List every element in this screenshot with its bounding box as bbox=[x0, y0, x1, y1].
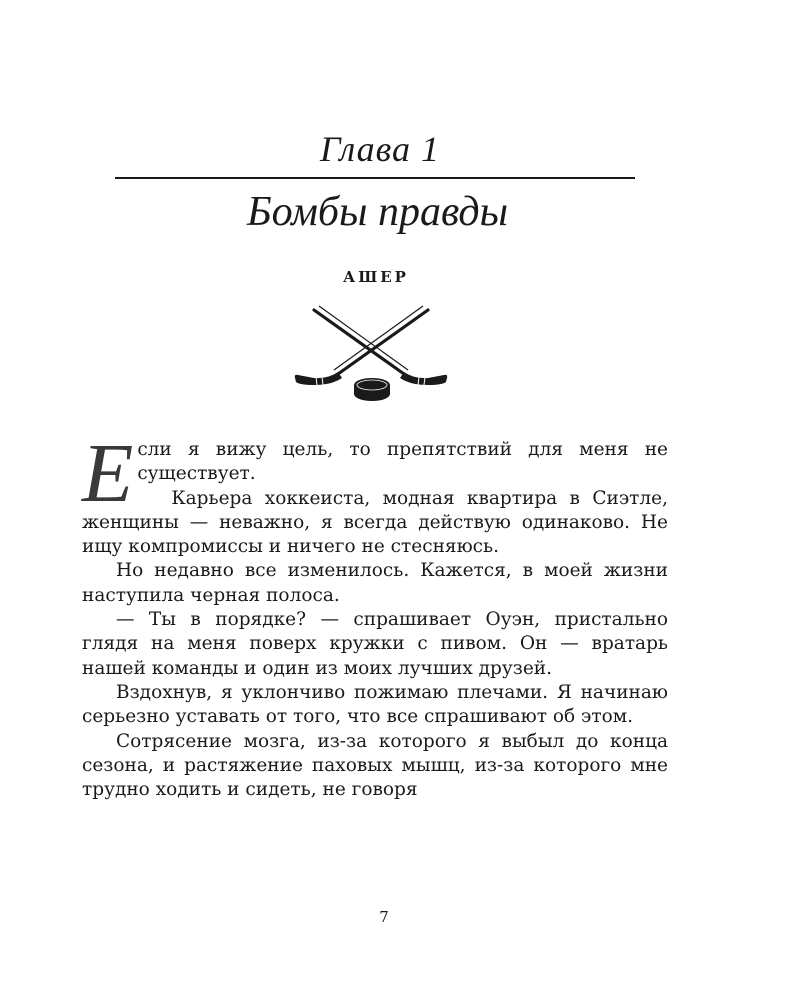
page-number: 7 bbox=[379, 908, 389, 926]
chapter-number: Глава 1 bbox=[319, 129, 441, 169]
hockey-sticks-puck-icon bbox=[292, 302, 454, 404]
drop-cap: Е bbox=[82, 427, 134, 520]
paragraph: Карьера хоккеиста, модная квартира в Сиэтле, женщины — неважно, я всегда действую одинаково. Не ищу компромиссы и ничего не стесняюсь. bbox=[82, 487, 668, 558]
paragraph: Но недавно все изменилось. Кажется, в моей жизни наступила черная полоса. bbox=[82, 560, 668, 606]
paragraph: Сотрясение мозга, из-за которого я выбыл до конца сезона, и растяжение паховых мышц, из-за которого мне трудно ходить и сидеть, не говоря bbox=[82, 730, 668, 801]
paragraph: Вздохнув, я уклончиво пожимаю плечами. Я начинаю серьезно уставать от того, что все спрашивают об этом. bbox=[82, 681, 668, 728]
chapter-divider bbox=[115, 177, 635, 179]
chapter-body bbox=[82, 427, 668, 802]
paragraph: Если я вижу цель, то препятствий для меня не существует. bbox=[82, 427, 668, 520]
pov-character-name: АШЕР bbox=[343, 268, 409, 286]
paragraph: — Ты в порядке? — спрашивает Оуэн, пристально глядя на меня поверх кружки с пивом. Он — вратарь нашей команды и один из моих лучших друзей. bbox=[82, 609, 668, 679]
chapter-title: Бомбы правды bbox=[246, 189, 509, 235]
